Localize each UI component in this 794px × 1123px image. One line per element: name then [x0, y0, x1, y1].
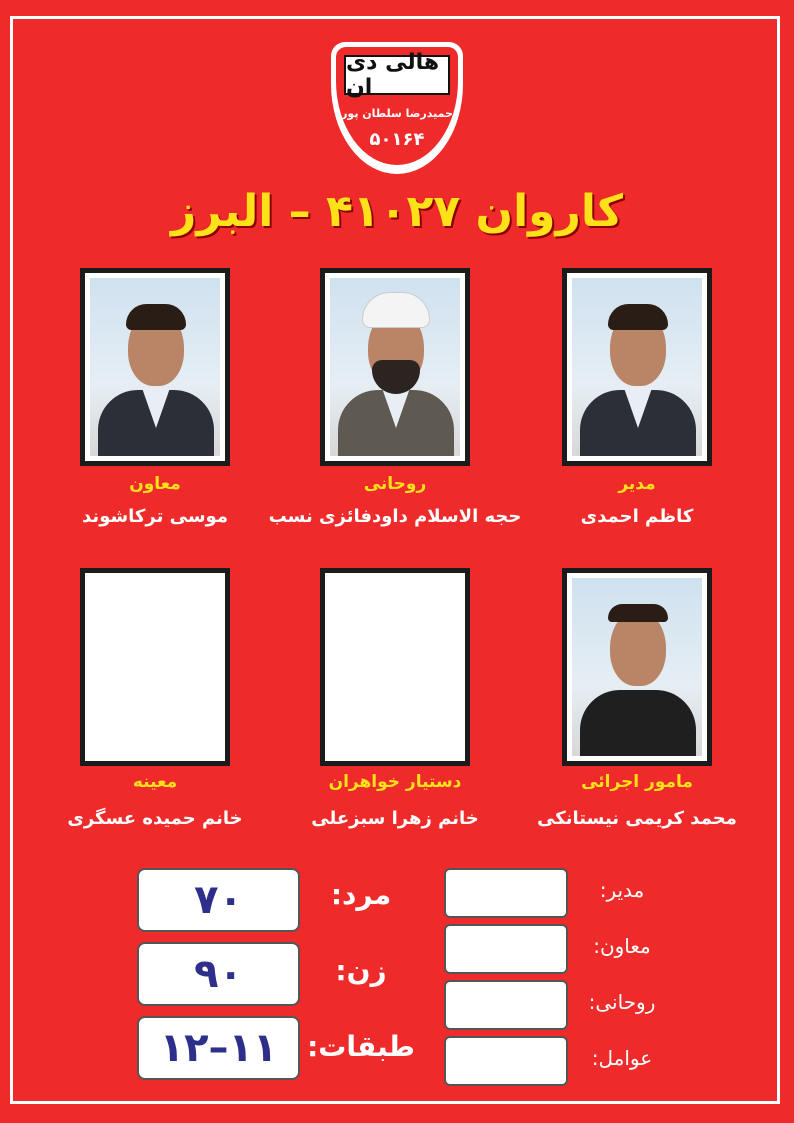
portrait-image	[90, 278, 220, 456]
floors-label: طبقات:	[307, 1030, 415, 1063]
photo-female-assistant-empty	[80, 568, 230, 766]
photo-executive	[562, 568, 712, 766]
manager-entry-label: مدیر:	[599, 878, 645, 902]
name-executive: محمد کریمی نیستانکی	[537, 808, 737, 829]
photo-manager	[562, 268, 712, 466]
portrait-image	[330, 278, 460, 456]
name-cleric: حجه الاسلام داودفائزی نسب	[268, 506, 522, 527]
caravan-title: کاروان ۴۱۰۲۷ – البرز	[171, 186, 623, 237]
name-manager: کاظم احمدی	[580, 506, 694, 527]
cleric-entry-label: روحانی:	[588, 990, 656, 1014]
role-sisters-assistant: دستیار خواهران	[328, 772, 462, 792]
role-deputy: معاون	[129, 474, 181, 494]
logo-name: هالی دی ان	[344, 55, 450, 95]
staff-entry-label: عوامل:	[591, 1046, 653, 1070]
men-count-box: ۷۰	[137, 868, 300, 932]
men-label: مرد:	[330, 878, 392, 911]
manager-entry-box[interactable]	[444, 868, 568, 918]
role-cleric: روحانی	[363, 474, 427, 494]
staff-entry-box[interactable]	[444, 1036, 568, 1086]
logo-code: ۵۰۱۶۴	[369, 129, 425, 150]
cleric-entry-box[interactable]	[444, 980, 568, 1030]
floors-box: ۱۲–۱۱	[137, 1016, 300, 1080]
deputy-entry-box[interactable]	[444, 924, 568, 974]
women-count-box: ۹۰	[137, 942, 300, 1006]
name-deputy: موسی ترکاشوند	[82, 506, 228, 527]
photo-deputy	[80, 268, 230, 466]
role-manager: مدیر	[618, 474, 656, 494]
women-label: زن:	[335, 954, 387, 987]
name-sisters-assistant: خانم زهرا سبزعلی	[311, 808, 479, 829]
role-executive: مامور اجرائی	[581, 772, 693, 792]
portrait-image	[572, 578, 702, 756]
role-female-assistant: معینه	[132, 772, 178, 792]
logo-owner: حمیدرضا سلطان پور	[341, 107, 453, 120]
portrait-image	[572, 278, 702, 456]
name-female-assistant: خانم حمیده عسگری	[67, 808, 243, 829]
deputy-entry-label: معاون:	[593, 934, 651, 958]
photo-cleric	[320, 268, 470, 466]
photo-sisters-assistant-empty	[320, 568, 470, 766]
